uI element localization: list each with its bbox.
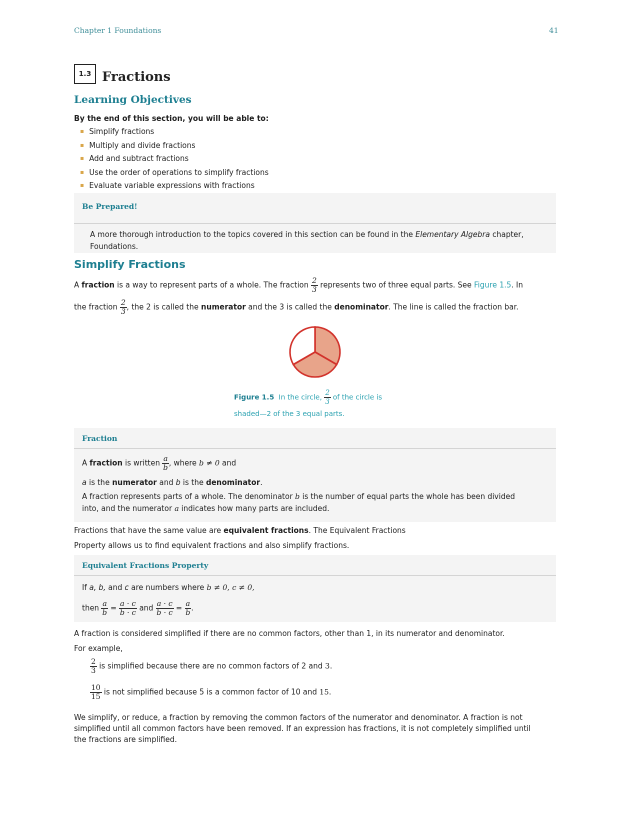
objectives-heading: Learning Objectives (74, 94, 192, 106)
figure-caption-line2: shaded—2 of the 3 equal parts. (234, 410, 345, 418)
be-prepared-text: A more thorough introduction to the topics covered in this section can be found in the Elementary Algebra chapter, Foundations. (90, 230, 524, 251)
paragraph-equivalent-2: Property allows us to find equivalent fractions and also simplify fractions. (74, 541, 350, 550)
fraction-definition-box (74, 428, 556, 522)
page-number: 41 (549, 26, 559, 35)
paragraph-simplified: A fraction is considered simplified if there are no common factors, other than 1, in its numerator and denominator. (74, 629, 505, 638)
fraction-box-line2: a is the numerator and b is the denominator. (82, 478, 263, 487)
paragraph-fraction-def: A fraction is a way to represent parts of a whole. The fraction $\frac{2}{3}$ represents two of three equal parts. See Figure 1.5. In (74, 276, 523, 294)
figure-circle (288, 325, 342, 379)
list-item: ▪ Simplify fractions (80, 126, 269, 140)
objectives-intro: By the end of this section, you will be able to: (74, 114, 269, 123)
list-item: ▪ Add and subtract fractions (80, 153, 269, 167)
paragraph-reduce-2: simplified until all common factors have been removed. If an expression has fractions, it is not completely simplified until (74, 724, 531, 733)
fraction-box-line4: into, and the numerator a indicates how many parts are included. (82, 504, 330, 513)
objectives-list (80, 126, 269, 194)
fraction-box-line1: A fraction is written $\frac{a}{b}$ , where b ≠ 0 and (82, 454, 237, 472)
running-header-chapter: Chapter 1 Foundations (74, 26, 162, 35)
example-simplified: $\frac{2}{3}$ is simplified because there are no common factors of 2 and 3. (91, 657, 333, 675)
be-prepared-box (74, 193, 556, 253)
section-title: Fractions (102, 70, 171, 85)
paragraph-reduce-1: We simplify, or reduce, a fraction by removing the common factors of the numerator and denominator. A fraction is not (74, 713, 523, 722)
fraction-box-heading: Fraction (82, 434, 118, 443)
fraction-two-thirds: $\frac{2}{3}$ (120, 298, 126, 316)
simplify-heading: Simplify Fractions (74, 258, 186, 271)
equiv-box-heading: Equivalent Fractions Property (82, 561, 209, 570)
equivalent-property-box (74, 555, 556, 622)
section-number-badge: 1.3 (74, 64, 96, 84)
equiv-box-line2: then $\frac{a}{b}$ = $\frac{a \cdot c}{b \cdot c}$ and $\frac{a \cdot c}{b \cdot c}$ = $\frac{a}{b}$ . (82, 599, 194, 617)
list-item: ▪ Use the order of operations to simplify fractions (80, 167, 269, 181)
fraction-two-thirds: $\frac{2}{3}$ (312, 276, 317, 294)
paragraph-reduce-3: the fractions are simplified. (74, 735, 178, 744)
equiv-box-line1: If a, b, and c are numbers where b ≠ 0, c ≠ 0, (82, 583, 255, 592)
example-not-simplified: $\frac{10}{15}$ is not simplified because 5 is a common factor of 10 and 15. (91, 683, 332, 701)
paragraph-for-example: For example, (74, 644, 123, 653)
figure-link[interactable]: Figure 1.5 (474, 280, 512, 290)
be-prepared-heading: Be Prepared! (82, 202, 138, 211)
fraction-box-line3: A fraction represents parts of a whole. The denominator b is the number of equal parts the whole has been divided (82, 492, 515, 501)
paragraph-equivalent: Fractions that have the same value are equivalent fractions. The Equivalent Fractions (74, 526, 406, 535)
paragraph-numerator-denominator: the fraction $\frac{2}{3}$ , the 2 is called the numerator and the 3 is called the denominator. The line is called the fraction bar. (74, 298, 519, 316)
list-item: ▪ Evaluate variable expressions with fractions (80, 180, 269, 194)
figure-caption: Figure 1.5 In the circle, $\frac{2}{3}$ of the circle is (234, 389, 383, 406)
list-item: ▪ Multiply and divide fractions (80, 140, 269, 154)
